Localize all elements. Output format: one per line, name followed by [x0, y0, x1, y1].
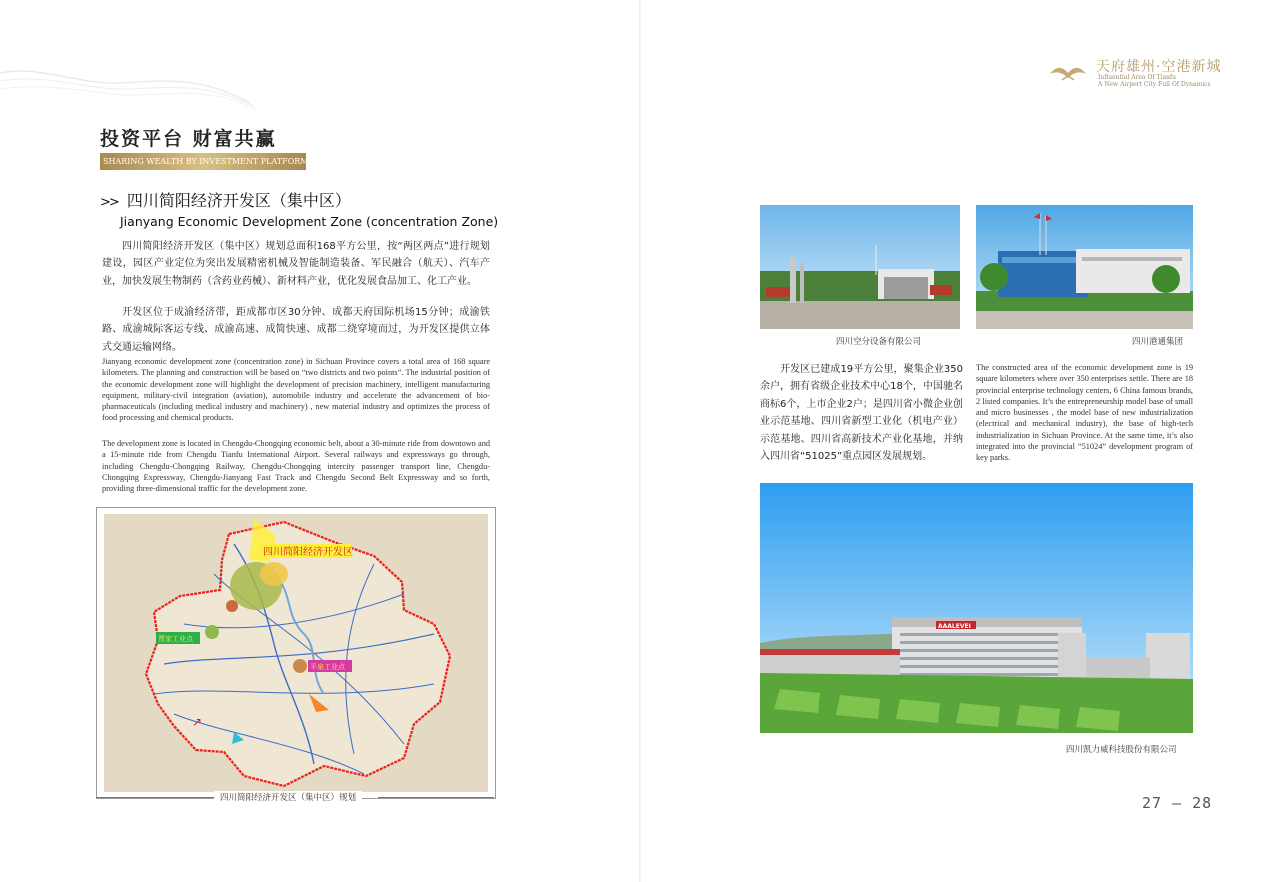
photo-gangtong-group [976, 205, 1193, 329]
caption-rule-right [378, 797, 494, 798]
brand-tagline-2: A New Airport City Full Of Dynamics [1098, 81, 1211, 88]
map-label-green: 贾家工业点 [158, 635, 193, 643]
brand-tagline-1: Influential Area Of Tianfu [1098, 74, 1176, 81]
zone-paragraph-en-1: Jianyang economic development zone (concentration zone) in Sichuan Province covers a total area of 168 square kilometers. The planning and construction will be based on “two districts and two points”. The industrial position of the economic development zone will highlight the development of precision machinery, intelligent manufacturing equipment, military-civil integration (aviation), automobile industry and accelerate the advancement of bio-pharmaceuticals (including medical industry and machinery) , new material industry and optimizes the process of food processing and chemical products. [102, 357, 490, 423]
right-paragraph-en: The constructed area of the economic development zone is 19 square kilometers where over 350 enterprises settle. There are 18 provincial enterprise technology centers, 6 China famous brands, 2 listed companies. It’s the entrepreneurship model base of small and micro businesses , the model base of new industrialization (electrical and mechanical industry), the base of high-tech industrialization in Sichuan Province. At the same time, it’s also integrated into the provincial “51024” development program of key parks. [976, 363, 1193, 463]
page-gutter [639, 0, 641, 882]
photo-airsep-company [760, 205, 960, 329]
zone-plan-map [96, 507, 496, 799]
map-image [104, 514, 488, 792]
caption-kaliwei: 四川凯力威科技股份有限公司 [1066, 745, 1177, 755]
bird-logo-icon [1048, 62, 1088, 84]
caption-rule-left [96, 797, 214, 798]
section-subtitle-band [100, 153, 309, 170]
brand-name-cn: 天府雄州·空港新城 [1096, 59, 1222, 75]
section-subtitle: SHARING WEALTH BY INVESTMENT PLATFORM [103, 157, 309, 166]
map-caption: 四川简阳经济开发区（集中区）规划 [214, 791, 362, 803]
section-title: 投资平台 财富共赢 [100, 128, 277, 150]
decorative-swirl [0, 55, 260, 115]
map-label-pink: 平泉工业点 [310, 663, 345, 671]
factory-sign: AAALEVEI [938, 623, 971, 630]
zone-paragraph-en-2: The development zone is located in Chengdu-Chongqing economic belt, about a 30-minute ride from downtown and a 15-minute ride from Chengdu Tianfu International Airport. Several railways and expressways go through, including Chengdu-Chongqing Railway, Chengdu-Chongqing intercity passenger transport line, Chengdu-Chongqing Expressway, Chengdu-Jianyang Fast Track and Chengdu Second Belt Expressway and so forth, providing three-dimensional traffic for the development zone. [102, 439, 490, 494]
zone-title-text: 四川简阳经济开发区（集中区） [126, 191, 351, 210]
zone-paragraph-cn-2: 开发区位于成渝经济带，距成都市区30分钟、成都天府国际机场15分钟；成渝铁路、成渝城际客运专线、成渝高速、成简快速、成都二绕穿境而过，为开发区提供立体式交通运输网络。 [102, 307, 490, 353]
photo-kaliwei-factory [760, 483, 1193, 733]
zone-paragraph-cn-1: 四川简阳经济开发区（集中区）规划总面积168平方公里，按“两区两点”进行规划建设，园区产业定位为突出发展精密机械及智能制造装备、军民融合（航天）、汽车产业，加快发展生物制药（含药业药械）、新材料产业，优化发展食品加工、化工产业。 [102, 241, 490, 287]
page-number: 27 — 28 [1142, 794, 1213, 812]
map-drawing [104, 514, 488, 792]
double-chevron-icon: >> [100, 195, 118, 210]
caption-airsep: 四川空分设备有限公司 [836, 337, 922, 347]
zone-title-en: Jianyang Economic Development Zone (concentration Zone) [120, 214, 499, 229]
map-label-main: 四川简阳经济开发区 [263, 547, 353, 558]
right-paragraph-cn: 开发区已建成19平方公里，聚集企业350余户，拥有省级企业技术中心18个，中国驰名商标6个，上市企业2户；是四川省小微企业创业示范基地、四川省新型工业化（机电产业）示范基地、四川省高新技术产业化基地，并纳入四川省“51025”重点园区发展规划。 [760, 364, 963, 463]
brand-logo [1048, 56, 1223, 92]
zone-title [100, 188, 351, 211]
caption-gangtong: 四川港通集团 [1132, 337, 1184, 347]
svg-text:↗: ↗ [192, 715, 203, 729]
